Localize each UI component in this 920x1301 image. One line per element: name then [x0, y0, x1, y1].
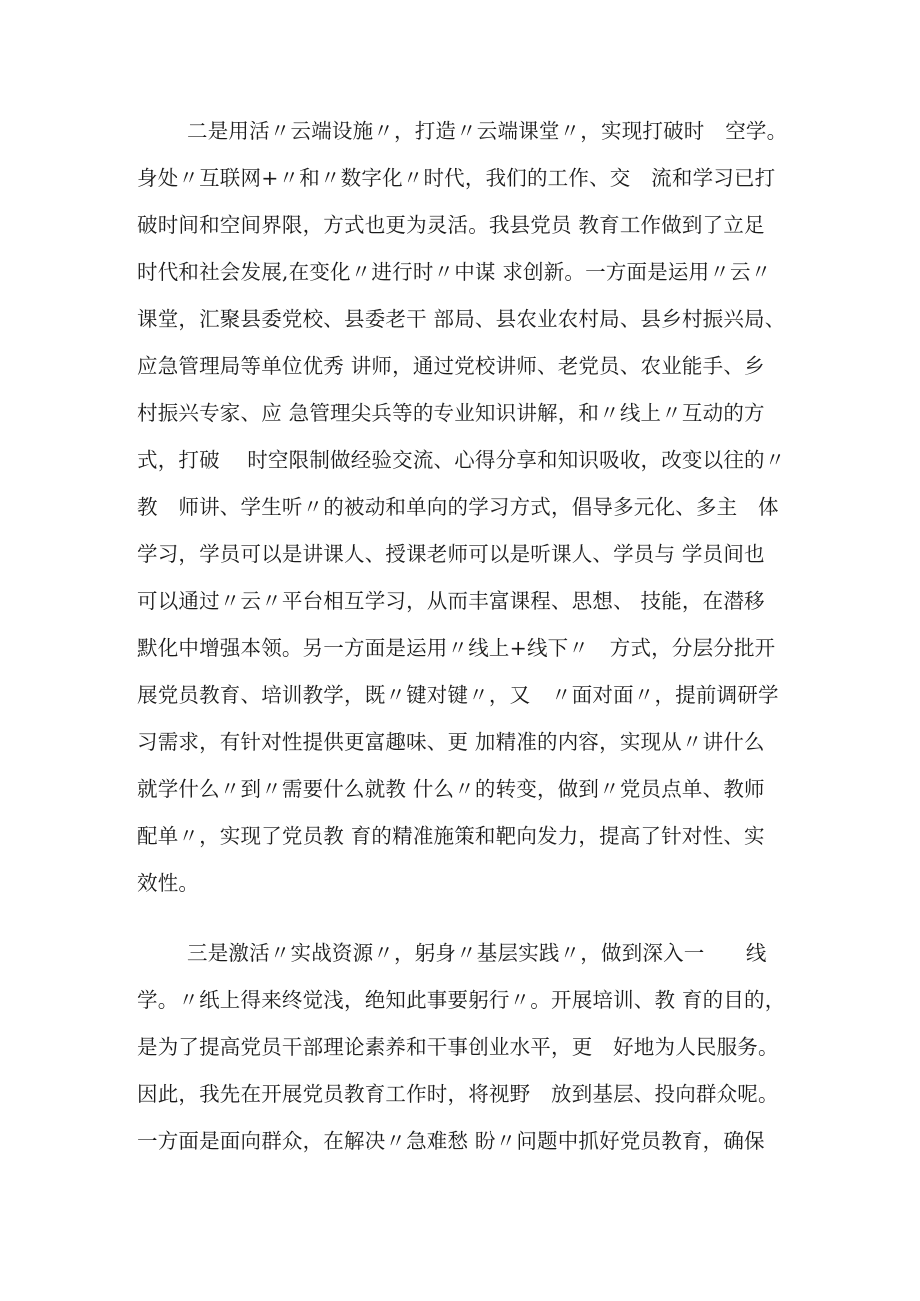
text-line: 式，打破 时空限制做经验交流、心得分享和知识吸收，改变以往的〃 [137, 448, 786, 472]
text-line: 展党员教育、培训教学，既〃键对键〃，又 〃面对面〃，提前调研学 [137, 683, 779, 707]
text-line: 效性。 [137, 871, 200, 895]
text-line: 可以通过〃云〃平台相互学习，从而丰富课程、思想、 技能，在潜移 [137, 589, 765, 613]
text-line: 学。〃纸上得来终觉浅，绝知此事要躬行〃。开展培训、教 育的目的， [137, 988, 786, 1012]
text-line: 村振兴专家、应 急管理尖兵等的专业知识讲解，和〃线上〃互动的方 [137, 401, 765, 425]
text-line: 是为了提高党员干部理论素养和干事创业水平，更 好地为人民服务。 [137, 1035, 779, 1059]
text-line: 身处〃互联网+〃和〃数字化〃时代，我们的工作、交 流和学习已打 [137, 166, 776, 190]
text-line: 课堂，汇聚县委党校、县委老干 部局、县农业农村局、县乡村振兴局、 [137, 307, 786, 331]
text-line: 教 师讲、学生听〃的被动和单向的学习方式，倡导多元化、多主 体 [137, 495, 779, 519]
text-line: 就学什么〃到〃需要什么就教 什么〃的转变，做到〃党员点单、教师 [137, 777, 765, 801]
text-line: 学习，学员可以是讲课人、授课老师可以是听课人、学员与 学员间也 [137, 542, 765, 566]
text-line: 破时间和空间界限，方式也更为灵活。我县党员 教育工作做到了立足 [137, 213, 765, 237]
text-line: 时代和社会发展,在变化〃进行时〃中谋 求创新。一方面是运用〃云〃 [137, 260, 772, 284]
text-line: 三是激活〃实战资源〃，躬身〃基层实践〃，做到深入一 线 [187, 941, 767, 965]
text-line: 应急管理局等单位优秀 讲师，通过党校讲师、老党员、农业能手、乡 [137, 354, 765, 378]
text-line: 二是用活〃云端设施〃，打造〃云端课堂〃，实现打破时 空学。 [187, 119, 788, 143]
text-line: 因此，我先在开展党员教育工作时，将视野 放到基层、投向群众呢。 [137, 1082, 779, 1106]
text-line: 默化中增强本领。另一方面是运用〃线上+线下〃 方式，分层分批开 [137, 636, 776, 660]
text-line: 习需求，有针对性提供更富趣味、更 加精准的内容，实现从〃讲什么 [137, 730, 765, 754]
text-line: 一方面是面向群众，在解决〃急难愁 盼〃问题中抓好党员教育，确保 [137, 1129, 765, 1153]
text-line: 配单〃，实现了党员教 育的精准施策和靶向发力，提高了针对性、实 [137, 824, 765, 848]
